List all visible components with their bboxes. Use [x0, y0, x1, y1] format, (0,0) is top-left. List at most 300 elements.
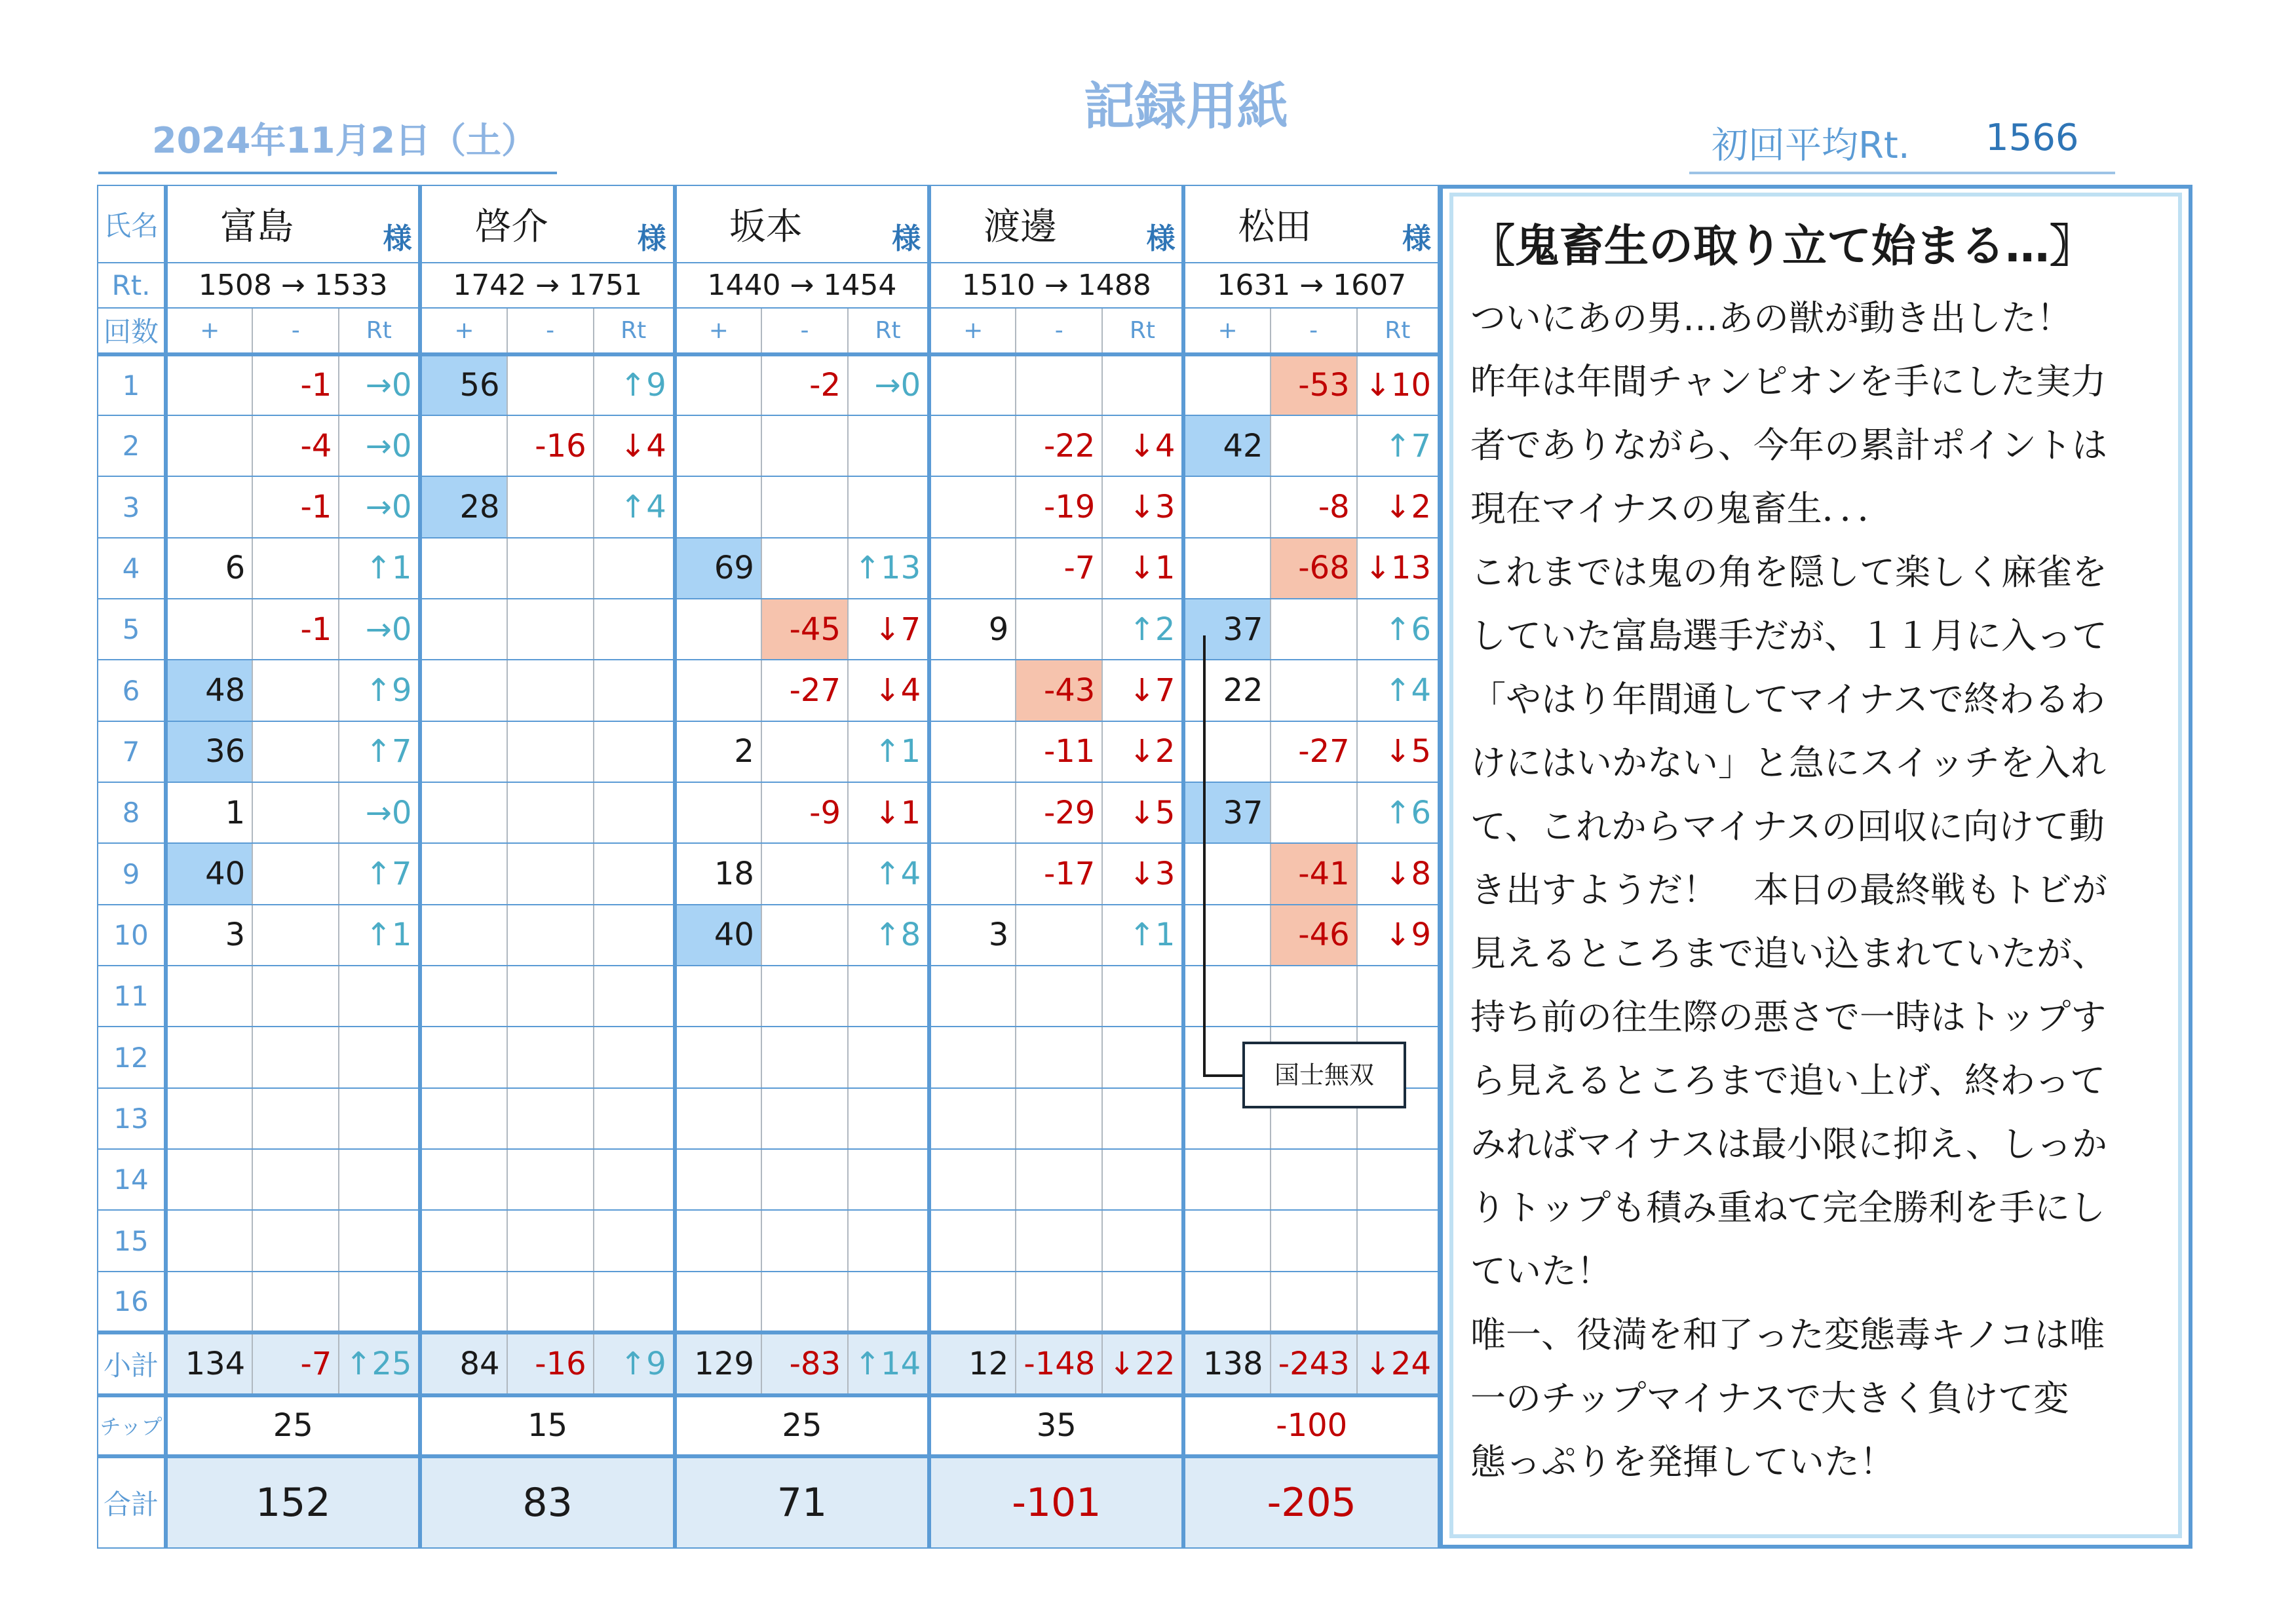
label-chip: チップ — [98, 1395, 166, 1456]
score-plus — [1183, 843, 1270, 904]
score-minus: -4 — [252, 415, 339, 476]
score-plus — [420, 660, 507, 721]
rating-change: ↓2 — [1102, 721, 1183, 782]
rating-change — [339, 1027, 420, 1087]
player-rating-0: 1508 → 1533 — [166, 263, 420, 308]
score-plus: 56 — [420, 354, 507, 415]
rating-change — [594, 1210, 675, 1271]
rating-change — [1102, 1149, 1183, 1210]
rating-change — [848, 1210, 929, 1271]
rating-change: ↑7 — [1357, 415, 1438, 476]
round-number: 3 — [98, 476, 166, 537]
story-line: 見えるところまで追い込まれていたが、 — [1470, 933, 2107, 974]
score-plus — [420, 1088, 507, 1149]
rating-change: ↑13 — [848, 538, 929, 599]
subtotal-plus: 138 — [1183, 1332, 1270, 1395]
score-plus: 3 — [166, 905, 252, 966]
score-plus — [166, 599, 252, 660]
game-row — [98, 415, 1438, 476]
rating-change: ↑1 — [339, 538, 420, 599]
game-row — [98, 721, 1438, 782]
score-plus — [929, 782, 1016, 843]
score-plus: 42 — [1183, 415, 1270, 476]
header-rt: Rt — [339, 308, 420, 354]
game-row — [98, 599, 1438, 660]
score-minus: -7 — [1016, 538, 1102, 599]
rating-change: ↑8 — [848, 905, 929, 966]
story-line: けにはいかない」と急にスイッチを入れ — [1470, 742, 2106, 784]
rating-change: ↑1 — [1102, 905, 1183, 966]
rating-change — [1102, 1210, 1183, 1271]
score-minus — [761, 476, 848, 537]
total-row — [98, 1456, 1438, 1548]
round-number: 10 — [98, 905, 166, 966]
score-plus — [166, 415, 252, 476]
rating-change: ↓2 — [1357, 476, 1438, 537]
chip-row — [98, 1395, 1438, 1456]
score-plus — [675, 415, 761, 476]
score-plus: 9 — [929, 599, 1016, 660]
score-minus — [507, 1272, 594, 1332]
subtotal-rt: ↑9 — [594, 1332, 675, 1395]
round-number: 4 — [98, 538, 166, 599]
rating-change — [339, 1149, 420, 1210]
rating-row — [98, 263, 1438, 308]
rating-change: ↓8 — [1357, 843, 1438, 904]
rating-change: ↑6 — [1357, 599, 1438, 660]
rating-change: ↓3 — [1102, 476, 1183, 537]
player-name-text: 啓介 — [474, 205, 548, 248]
score-plus — [675, 1149, 761, 1210]
page-title: 記録用紙 — [1083, 77, 1288, 136]
story-line: 持ち前の往生際の悪さで一時はトップす — [1470, 996, 2107, 1038]
rating-change: ↓13 — [1357, 538, 1438, 599]
record-date: 2024年11月2日（土） — [152, 120, 537, 161]
score-plus — [420, 843, 507, 904]
rating-change — [848, 1027, 929, 1087]
rating-change: ↓4 — [594, 415, 675, 476]
subtotal-plus: 134 — [166, 1332, 252, 1395]
player-name-1 — [420, 185, 674, 263]
name-row — [98, 185, 1438, 263]
header-rt: Rt — [1102, 308, 1183, 354]
game-row — [98, 1088, 1438, 1149]
story-line: ら見えるところまで追い上げ、終わって — [1470, 1060, 2106, 1101]
score-plus: 6 — [166, 538, 252, 599]
header-rt: Rt — [594, 308, 675, 354]
score-minus — [1271, 1210, 1357, 1271]
story-line: ついにあの男…あの獣が動き出した！ — [1470, 297, 2072, 339]
total-value-1: 83 — [420, 1456, 674, 1548]
score-minus — [1271, 1272, 1357, 1332]
chip-value-4: -100 — [1183, 1395, 1438, 1456]
score-minus — [507, 660, 594, 721]
score-plus — [675, 599, 761, 660]
total-value-0: 152 — [166, 1456, 420, 1548]
score-minus — [1271, 660, 1357, 721]
rating-change: ↑9 — [339, 660, 420, 721]
rating-change — [1357, 1149, 1438, 1210]
score-plus: 69 — [675, 538, 761, 599]
header-minus: - — [1016, 308, 1102, 354]
label-round: 回数 — [98, 308, 166, 354]
story-line: き出すようだ！ 本日の最終戦もトビが — [1470, 869, 2107, 911]
round-number: 13 — [98, 1088, 166, 1149]
story-title: 〖鬼畜生の取り立て始まる…〗 — [1470, 221, 2095, 273]
story-line: 「やはり年間通してマイナスで終わるわ — [1470, 679, 2105, 720]
rating-change: ↓1 — [1102, 538, 1183, 599]
rating-change — [594, 1088, 675, 1149]
label-name: 氏名 — [98, 185, 166, 263]
round-number: 6 — [98, 660, 166, 721]
player-rating-2: 1440 → 1454 — [675, 263, 929, 308]
player-rating-3: 1510 → 1488 — [929, 263, 1183, 308]
score-minus — [1016, 1149, 1102, 1210]
score-plus: 37 — [1183, 782, 1270, 843]
rating-change — [594, 660, 675, 721]
score-plus — [929, 538, 1016, 599]
score-plus — [420, 1210, 507, 1271]
score-plus: 48 — [166, 660, 252, 721]
score-minus — [1271, 599, 1357, 660]
score-minus: -53 — [1271, 354, 1357, 415]
game-row — [98, 1027, 1438, 1087]
score-minus — [507, 354, 594, 415]
score-plus — [929, 415, 1016, 476]
story-line: 現在マイナスの鬼畜生．．． — [1470, 488, 1893, 529]
score-minus: -16 — [507, 415, 594, 476]
round-number: 8 — [98, 782, 166, 843]
rating-change: ↑4 — [1357, 660, 1438, 721]
rating-change — [1102, 966, 1183, 1027]
annotation-connector-h — [1203, 1074, 1242, 1077]
score-minus — [507, 1088, 594, 1149]
header-minus: - — [1271, 308, 1357, 354]
score-minus — [1271, 966, 1357, 1027]
score-minus — [761, 721, 848, 782]
score-plus: 40 — [166, 843, 252, 904]
rating-change: ↑1 — [848, 721, 929, 782]
score-plus: 3 — [929, 905, 1016, 966]
score-minus: -1 — [252, 476, 339, 537]
score-minus — [761, 1210, 848, 1271]
score-minus: -22 — [1016, 415, 1102, 476]
rating-change — [594, 599, 675, 660]
rating-change — [339, 1088, 420, 1149]
total-value-2: 71 — [675, 1456, 929, 1548]
column-header-row — [98, 308, 1438, 354]
score-plus — [1183, 1272, 1270, 1332]
score-plus — [166, 966, 252, 1027]
rating-change: →0 — [339, 782, 420, 843]
rating-change: ↓7 — [848, 599, 929, 660]
score-minus — [1016, 905, 1102, 966]
rating-change: ↓4 — [1102, 415, 1183, 476]
avg-rating-value: 1566 — [1985, 117, 2079, 159]
rating-change: ↑6 — [1357, 782, 1438, 843]
score-minus — [761, 1027, 848, 1087]
rating-change: ↓3 — [1102, 843, 1183, 904]
score-minus — [1016, 354, 1102, 415]
score-minus: -41 — [1271, 843, 1357, 904]
rating-change — [594, 843, 675, 904]
header-plus: + — [1183, 308, 1270, 354]
score-plus: 2 — [675, 721, 761, 782]
score-plus — [420, 1027, 507, 1087]
score-minus — [1016, 1210, 1102, 1271]
round-number: 7 — [98, 721, 166, 782]
yakuman-annotation: 国士無双 — [1242, 1042, 1406, 1108]
score-minus — [252, 660, 339, 721]
score-plus — [166, 1149, 252, 1210]
header-minus: - — [761, 308, 848, 354]
score-minus: -46 — [1271, 905, 1357, 966]
score-minus — [507, 1149, 594, 1210]
game-row — [98, 1210, 1438, 1271]
score-minus — [761, 1088, 848, 1149]
score-plus — [420, 599, 507, 660]
header-minus: - — [507, 308, 594, 354]
score-table — [97, 185, 1439, 1549]
header-plus: + — [929, 308, 1016, 354]
score-plus — [420, 1272, 507, 1332]
score-plus — [675, 782, 761, 843]
score-minus — [252, 1149, 339, 1210]
round-number: 11 — [98, 966, 166, 1027]
score-plus — [1183, 354, 1270, 415]
score-minus — [507, 599, 594, 660]
score-plus — [929, 1027, 1016, 1087]
rating-change: ↑4 — [594, 476, 675, 537]
score-minus — [507, 1027, 594, 1087]
score-plus — [929, 721, 1016, 782]
score-plus — [929, 1149, 1016, 1210]
subtotal-minus: -83 — [761, 1332, 848, 1395]
score-plus — [675, 1272, 761, 1332]
score-minus — [1016, 966, 1102, 1027]
score-minus: -1 — [252, 599, 339, 660]
label-subtotal: 小計 — [98, 1332, 166, 1395]
score-minus — [252, 843, 339, 904]
score-plus: 18 — [675, 843, 761, 904]
player-name-text: 坂本 — [729, 205, 803, 248]
score-minus — [761, 538, 848, 599]
score-minus — [761, 966, 848, 1027]
score-plus — [675, 966, 761, 1027]
score-minus: -29 — [1016, 782, 1102, 843]
round-number: 9 — [98, 843, 166, 904]
rating-change: →0 — [339, 476, 420, 537]
rating-change: ↓10 — [1357, 354, 1438, 415]
rating-change — [1102, 354, 1183, 415]
label-rt: Rt. — [98, 263, 166, 308]
rating-change: →0 — [339, 354, 420, 415]
rating-change: ↓1 — [848, 782, 929, 843]
game-row — [98, 843, 1438, 904]
game-row — [98, 1272, 1438, 1332]
score-plus — [675, 1210, 761, 1271]
score-plus — [675, 1088, 761, 1149]
rating-change — [1357, 1210, 1438, 1271]
score-minus — [1016, 1088, 1102, 1149]
story-line: みればマイナスは最小限に抑え、しっか — [1470, 1124, 2107, 1165]
score-minus: -9 — [761, 782, 848, 843]
date-underline — [98, 172, 557, 174]
player-name-text: 富島 — [220, 205, 294, 248]
honorific-sama: 様 — [892, 221, 921, 255]
rating-change — [848, 1149, 929, 1210]
rating-change — [1102, 1088, 1183, 1149]
score-plus — [166, 1027, 252, 1087]
score-minus — [761, 1149, 848, 1210]
game-row — [98, 782, 1438, 843]
rating-change — [848, 415, 929, 476]
score-plus — [420, 1149, 507, 1210]
score-plus — [1183, 966, 1270, 1027]
score-minus — [1271, 782, 1357, 843]
story-line: 態っぷりを発揮していた！ — [1470, 1441, 1895, 1482]
rating-change: ↓4 — [848, 660, 929, 721]
rating-change: →0 — [339, 599, 420, 660]
score-plus — [929, 843, 1016, 904]
rating-change — [594, 721, 675, 782]
score-plus — [1183, 538, 1270, 599]
score-minus — [252, 1272, 339, 1332]
score-minus: -68 — [1271, 538, 1357, 599]
avg-rating-label: 初回平均Rt. — [1712, 124, 1910, 167]
player-name-2 — [675, 185, 929, 263]
subtotal-row — [98, 1332, 1438, 1395]
score-minus: -27 — [1271, 721, 1357, 782]
score-minus — [507, 1210, 594, 1271]
score-plus — [675, 476, 761, 537]
score-plus — [420, 966, 507, 1027]
rating-change: ↑1 — [339, 905, 420, 966]
score-minus — [1271, 415, 1357, 476]
game-row — [98, 1149, 1438, 1210]
score-plus — [166, 1272, 252, 1332]
honorific-sama: 様 — [383, 221, 412, 255]
score-minus: -43 — [1016, 660, 1102, 721]
story-line: 唯一、役満を和了った変態毒キノコは唯 — [1470, 1314, 2105, 1355]
chip-value-2: 25 — [675, 1395, 929, 1456]
score-plus — [166, 476, 252, 537]
rating-change: ↑2 — [1102, 599, 1183, 660]
score-minus — [761, 415, 848, 476]
score-minus: -2 — [761, 354, 848, 415]
score-minus — [507, 476, 594, 537]
score-plus: 40 — [675, 905, 761, 966]
player-name-0 — [166, 185, 420, 263]
subtotal-minus: -243 — [1271, 1332, 1357, 1395]
honorific-sama: 様 — [1146, 221, 1176, 255]
chip-value-3: 35 — [929, 1395, 1183, 1456]
chip-value-0: 25 — [166, 1395, 420, 1456]
story-line: 者でありながら、今年の累計ポイントは — [1470, 425, 2107, 466]
rating-change — [594, 782, 675, 843]
score-plus — [675, 1027, 761, 1087]
score-minus — [761, 843, 848, 904]
score-minus — [507, 843, 594, 904]
story-line: 昨年は年間チャンピオンを手にした実力 — [1470, 361, 2107, 402]
score-minus — [507, 966, 594, 1027]
score-plus — [929, 966, 1016, 1027]
story-line: て、これからマイナスの回収に向けて動 — [1470, 806, 2105, 847]
score-plus — [929, 660, 1016, 721]
score-minus — [761, 905, 848, 966]
subtotal-plus: 129 — [675, 1332, 761, 1395]
score-plus — [929, 1272, 1016, 1332]
story-line: ていた！ — [1470, 1251, 1612, 1292]
label-total: 合計 — [98, 1456, 166, 1548]
score-minus — [1016, 599, 1102, 660]
subtotal-rt: ↓22 — [1102, 1332, 1183, 1395]
score-minus — [252, 966, 339, 1027]
score-minus — [761, 1272, 848, 1332]
score-minus — [1271, 1149, 1357, 1210]
round-number: 1 — [98, 354, 166, 415]
score-minus — [252, 721, 339, 782]
round-number: 16 — [98, 1272, 166, 1332]
score-plus — [1183, 721, 1270, 782]
score-minus — [1016, 1272, 1102, 1332]
rating-change — [848, 476, 929, 537]
game-row — [98, 966, 1438, 1027]
rating-change — [594, 966, 675, 1027]
score-minus — [507, 721, 594, 782]
round-number: 5 — [98, 599, 166, 660]
score-minus: -19 — [1016, 476, 1102, 537]
header-plus: + — [166, 308, 252, 354]
score-plus: 1 — [166, 782, 252, 843]
subtotal-plus: 84 — [420, 1332, 507, 1395]
rating-change: ↑7 — [339, 843, 420, 904]
player-name-text: 松田 — [1238, 205, 1312, 248]
avg-underline — [1689, 172, 2115, 174]
rating-change — [1357, 1272, 1438, 1332]
score-minus: -27 — [761, 660, 848, 721]
rating-change: →0 — [848, 354, 929, 415]
subtotal-plus: 12 — [929, 1332, 1016, 1395]
subtotal-rt: ↑14 — [848, 1332, 929, 1395]
score-plus — [1183, 905, 1270, 966]
rating-change: ↓7 — [1102, 660, 1183, 721]
subtotal-rt: ↓24 — [1357, 1332, 1438, 1395]
game-row — [98, 354, 1438, 415]
rating-change: →0 — [339, 415, 420, 476]
header-plus: + — [675, 308, 761, 354]
player-name-4 — [1183, 185, 1438, 263]
score-plus — [166, 1210, 252, 1271]
subtotal-minus: -16 — [507, 1332, 594, 1395]
score-minus: -17 — [1016, 843, 1102, 904]
rating-change — [848, 1272, 929, 1332]
score-plus — [166, 1088, 252, 1149]
round-number: 12 — [98, 1027, 166, 1087]
score-plus — [1183, 476, 1270, 537]
rating-change — [594, 538, 675, 599]
story-line: 一のチップマイナスで大きく負けて変 — [1470, 1378, 2069, 1419]
score-plus — [675, 354, 761, 415]
player-rating-1: 1742 → 1751 — [420, 263, 674, 308]
rating-change: ↓5 — [1102, 782, 1183, 843]
score-minus: -11 — [1016, 721, 1102, 782]
rating-change — [594, 1027, 675, 1087]
score-plus — [420, 782, 507, 843]
rating-change — [594, 1149, 675, 1210]
story-line: これまでは鬼の角を隠して楽しく麻雀を — [1470, 552, 2107, 593]
honorific-sama: 様 — [637, 221, 666, 255]
